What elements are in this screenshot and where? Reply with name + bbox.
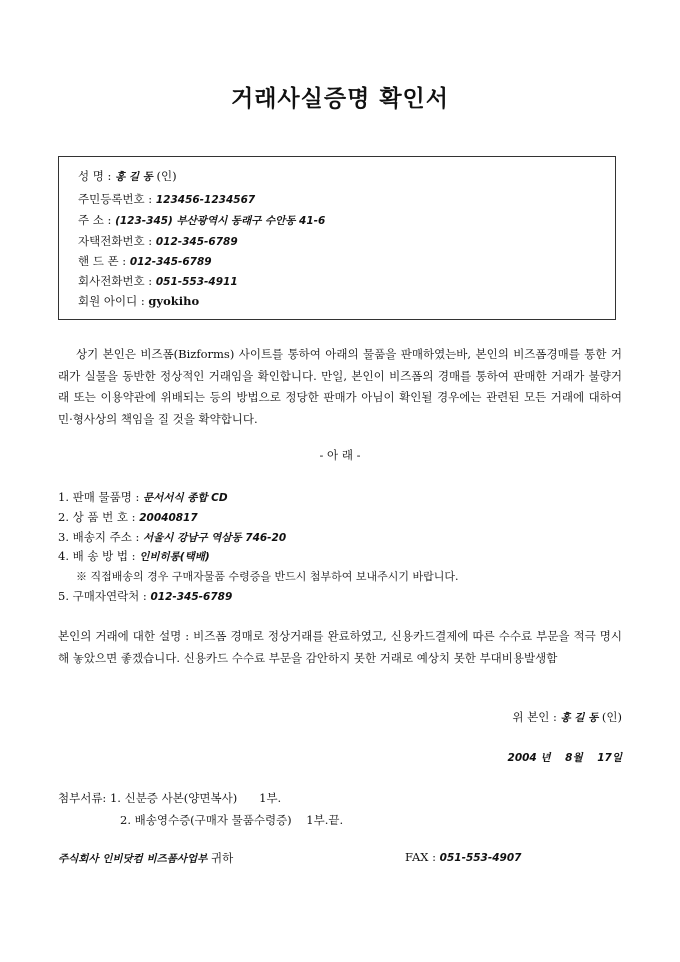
home-phone-row (78, 233, 238, 249)
date: 2004 년 8월 17일 (507, 752, 622, 764)
name-row (78, 168, 177, 184)
member-id-label: 회원 아이디 : (78, 294, 145, 308)
home-phone-value: 012-345-6789 (155, 236, 238, 248)
item-1-value: 문서서식 종합 CD (143, 492, 228, 504)
item-2-label: 2. 상 품 번 호 : (58, 510, 136, 524)
rrn-value: 123456-1234567 (155, 194, 256, 206)
item-1-label: 1. 판매 물품명 : (58, 490, 140, 504)
signature-label: 위 본인 : (512, 710, 557, 724)
item-4-value: 인비히롱(택배) (139, 551, 210, 563)
statement-paragraph: 상기 본인은 비즈폼(Bizforms) 사이트를 통하여 아래의 물품을 판매하였는바, 본인의 비즈폼경매를 통한 거래가 실물을 동반한 정상적인 거래임을 확인합니다. 만일, 본인이 비즈폼의 경매를 통하여 판매한 거래가 불량거래 또는 이용약관에 위배되는 등의 방법으로 정당한 판매가 아님이 확인될 경우에는 관련된 모든 거래에 대하여 민·형사상의 책임을 질 것을 확약합니다. (58, 347, 622, 426)
item-5 (58, 588, 232, 604)
recipient-suffix: 귀하 (210, 851, 234, 865)
office-phone-row (78, 273, 238, 289)
fax-value: 051-553-4907 (439, 852, 522, 864)
document-title: 거래사실증명 확인서 (231, 85, 449, 112)
signature-line (512, 709, 622, 725)
item-1 (58, 489, 228, 505)
office-phone-value: 051-553-4911 (155, 276, 238, 288)
name-label: 성 명 : (78, 169, 112, 183)
item-3 (58, 529, 286, 545)
signature-name: 홍 길 동 (560, 712, 599, 724)
member-id-value: gyokiho (148, 294, 200, 308)
mobile-label: 핸 드 폰 : (78, 254, 127, 268)
signature-suffix: (인) (601, 710, 622, 724)
item-3-value: 서울시 강남구 역삼동 746-20 (143, 532, 287, 544)
attachments-line-1: 첨부서류: 1. 신분증 사본(양면복사) 1부. (58, 791, 282, 805)
item-4 (58, 548, 210, 564)
below-heading: - 아 래 - (319, 448, 361, 462)
mobile-value: 012-345-6789 (129, 256, 212, 268)
fax (405, 850, 521, 864)
address-value: (123-345) 부산광역시 동래구 수안동 41-6 (115, 215, 326, 227)
item-5-label: 5. 구매자연락처 : (58, 589, 147, 603)
name-suffix: (인) (156, 169, 177, 183)
fax-label: FAX : (405, 850, 437, 864)
member-id-row (78, 293, 199, 309)
attachments-line-2: 2. 배송영수증(구매자 물품수령증) 1부.끝. (120, 813, 344, 827)
address-label: 주 소 : (78, 213, 112, 227)
delivery-note: ※ 직접배송의 경우 구매자물품 수령증을 반드시 첨부하여 보내주시기 바랍니다. (76, 570, 459, 583)
item-2 (58, 509, 198, 525)
recipient-company: 주식회사 인비닷컴 비즈폼사업부 (58, 853, 208, 865)
item-4-label: 4. 배 송 방 법 : (58, 549, 136, 563)
mobile-row (78, 253, 212, 269)
item-3-label: 3. 배송지 주소 : (58, 530, 140, 544)
item-5-value: 012-345-6789 (150, 591, 233, 603)
explanation-paragraph: 본인의 거래에 대한 설명 : 비즈폼 경매로 정상거래를 완료하였고, 신용카드결제에 따른 수수료 부문을 적극 명시해 놓았으면 좋겠습니다. 신용카드 수수료 부문을 감안하지 못한 거래로 예상치 못한 부대비용발생함 (58, 629, 622, 665)
home-phone-label: 자택전화번호 : (78, 234, 153, 248)
rrn-label: 주민등록번호 : (78, 192, 153, 206)
address-row (78, 212, 325, 228)
rrn-row (78, 191, 255, 207)
recipient (58, 850, 233, 866)
office-phone-label: 회사전화번호 : (78, 274, 153, 288)
item-2-value: 20040817 (139, 512, 198, 524)
name-value: 홍 길 동 (115, 171, 153, 183)
